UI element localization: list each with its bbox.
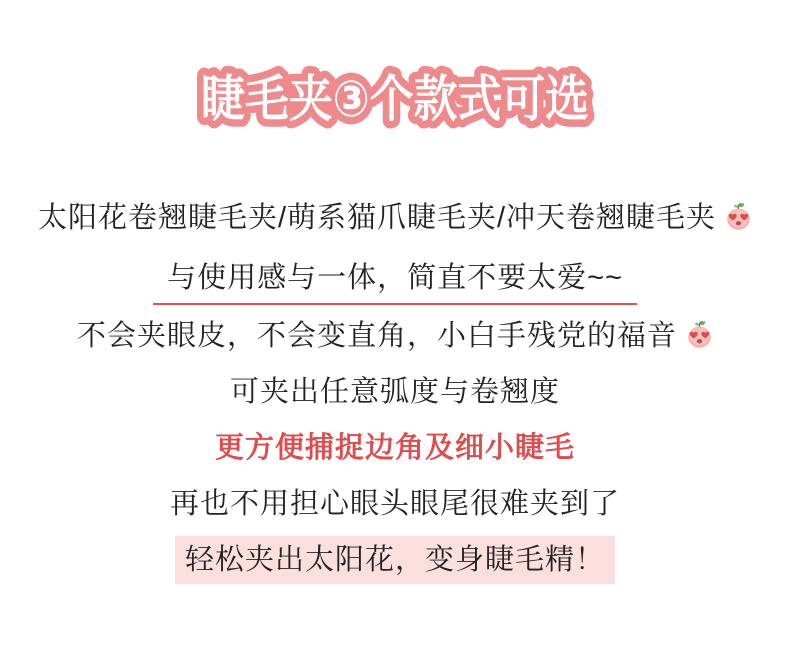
text-line-styles-label: 太阳花卷翘睫毛夹/萌系猫爪睫毛夹/冲天卷翘睫毛夹 <box>37 202 717 234</box>
text-line-styles <box>0 201 790 235</box>
text-line-love-label: 与使用感与一体，简直不要太爱~~ <box>167 262 623 294</box>
page-title: 睫毛夹③个款式可选 <box>201 71 589 127</box>
text-line-corner-red <box>0 431 790 465</box>
page-title-art <box>0 48 790 143</box>
text-line-curl-label: 可夹出任意弧度与卷翘度 <box>229 376 560 408</box>
text-line-slogan <box>0 536 790 584</box>
text-line-benefit <box>0 319 790 353</box>
text-line-slogan-label: 轻松夹出太阳花，变身睫毛精！ <box>184 544 605 576</box>
text-line-worry-label: 再也不用担心眼头眼尾很难夹到了 <box>169 488 620 520</box>
text-line-love <box>0 261 790 305</box>
text-line-curl <box>0 375 790 409</box>
text-line-worry <box>0 487 790 521</box>
text-line-benefit-label: 不会夹眼皮，不会变直角，小白手残党的福音 <box>76 320 677 352</box>
highlighted-text <box>175 536 615 584</box>
underlined-text <box>153 261 637 305</box>
heart-eyes-peach-emoji-icon <box>725 202 752 231</box>
heart-eyes-peach-emoji-icon <box>686 320 713 349</box>
text-line-corner-red-label: 更方便捕捉边角及细小睫毛 <box>214 432 575 464</box>
